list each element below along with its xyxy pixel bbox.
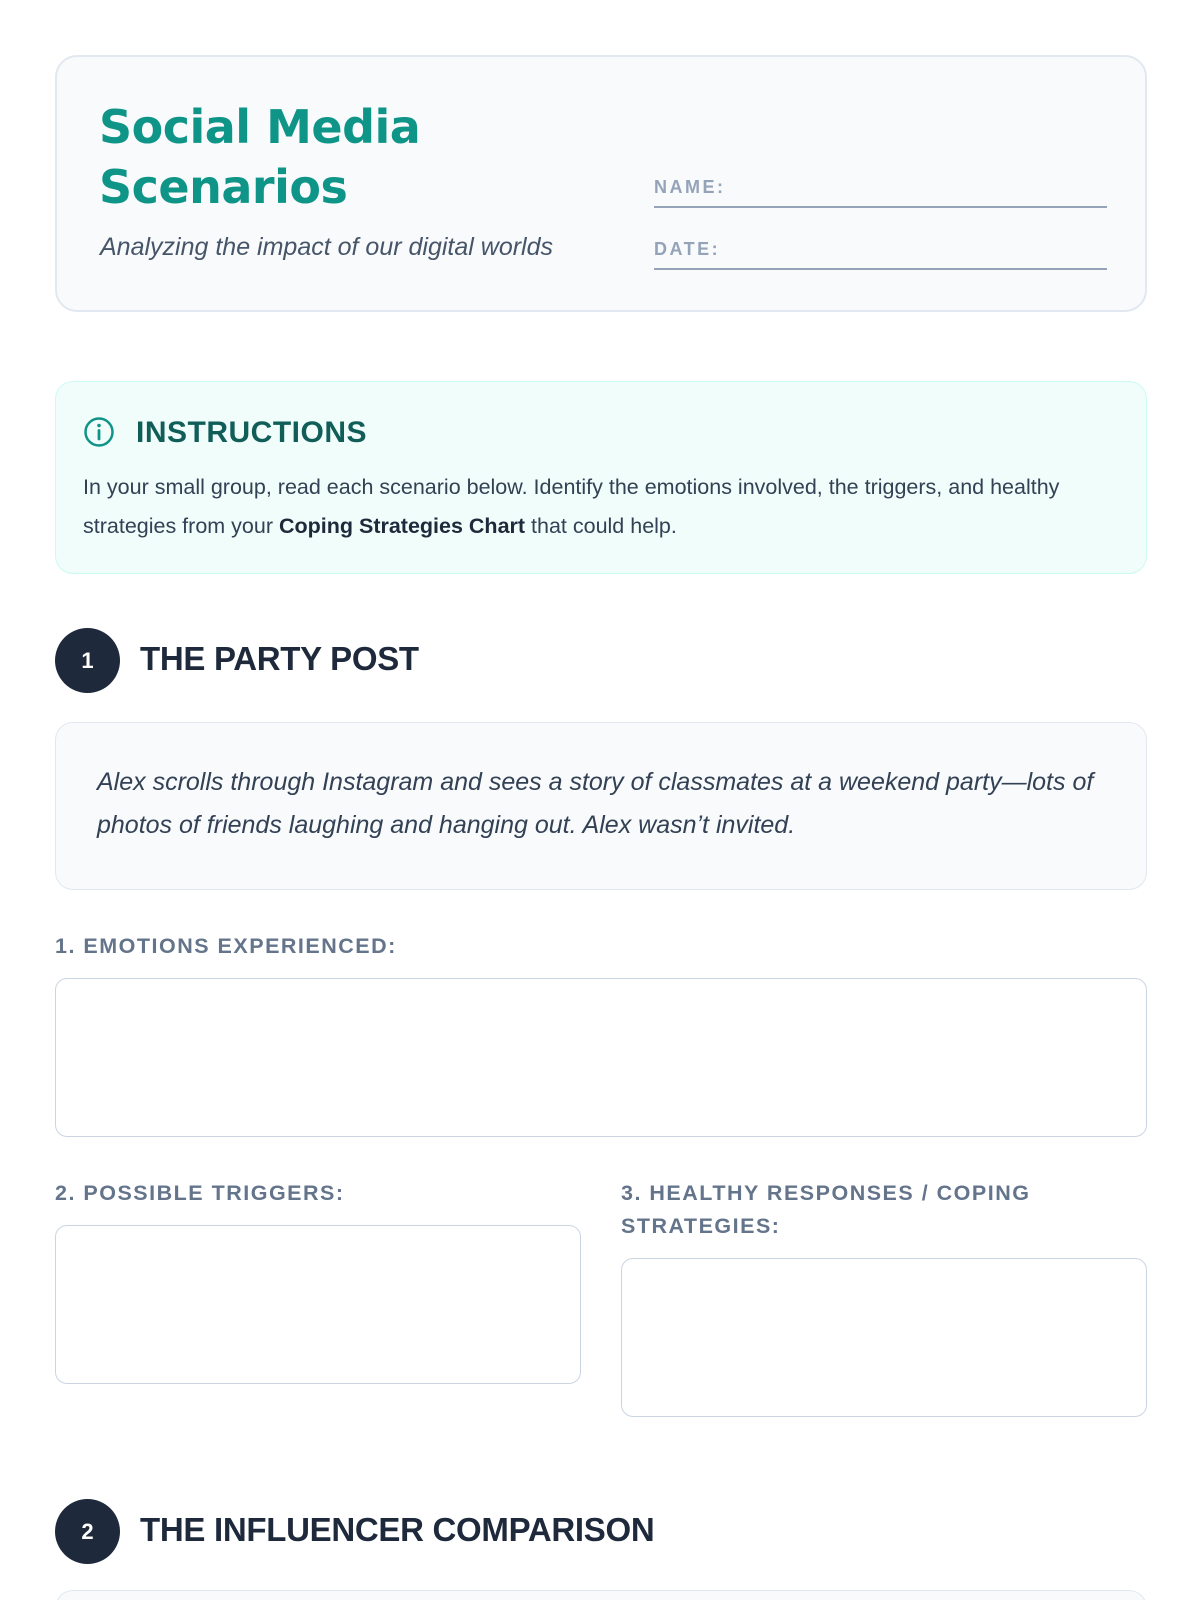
triggers-question-label: 2. POSSIBLE TRIGGERS: xyxy=(55,1181,345,1205)
info-icon xyxy=(83,416,115,448)
scenario-number-badge: 2 xyxy=(55,1499,120,1564)
triggers-answer-box[interactable] xyxy=(55,1225,581,1384)
scenario-text: Alex scrolls through Instagram and sees a story of classmates at a weekend party—lots of photos of friends laughing and hanging out. Alex wasn’t invited. xyxy=(97,768,1094,839)
name-field[interactable] xyxy=(654,176,1107,208)
instructions-title: INSTRUCTIONS xyxy=(136,416,367,449)
instructions-text xyxy=(83,468,1123,546)
scenario-description-box xyxy=(55,1590,1147,1600)
emotions-question-label: 1. EMOTIONS EXPERIENCED: xyxy=(55,934,397,958)
instructions-text-bold: Coping Strategies Chart xyxy=(278,514,526,538)
emotions-answer-box[interactable] xyxy=(55,978,1147,1137)
date-label: DATE: xyxy=(654,239,721,259)
page-subtitle: Analyzing the impact of our digital worlds xyxy=(100,233,554,261)
scenario-title: THE INFLUENCER COMPARISON xyxy=(140,1511,655,1548)
date-field[interactable] xyxy=(654,238,1107,270)
responses-answer-box[interactable] xyxy=(621,1258,1147,1417)
name-label: NAME: xyxy=(654,177,726,197)
scenario-description-box xyxy=(55,722,1147,890)
instructions-text-end: that could help. xyxy=(525,514,677,538)
instructions-box xyxy=(55,381,1147,574)
scenario-title: THE PARTY POST xyxy=(140,640,419,677)
header-card xyxy=(55,55,1147,312)
page-title: Social Media Scenarios xyxy=(99,100,421,214)
responses-question-label: 3. HEALTHY RESPONSES / COPING STRATEGIES: xyxy=(621,1181,1031,1238)
scenario-number-badge: 1 xyxy=(55,628,120,693)
instructions-text-start: In your small group, read each scenario below. Identify the emotions involved, the triggers, and healthy strategies from your xyxy=(83,475,1060,538)
